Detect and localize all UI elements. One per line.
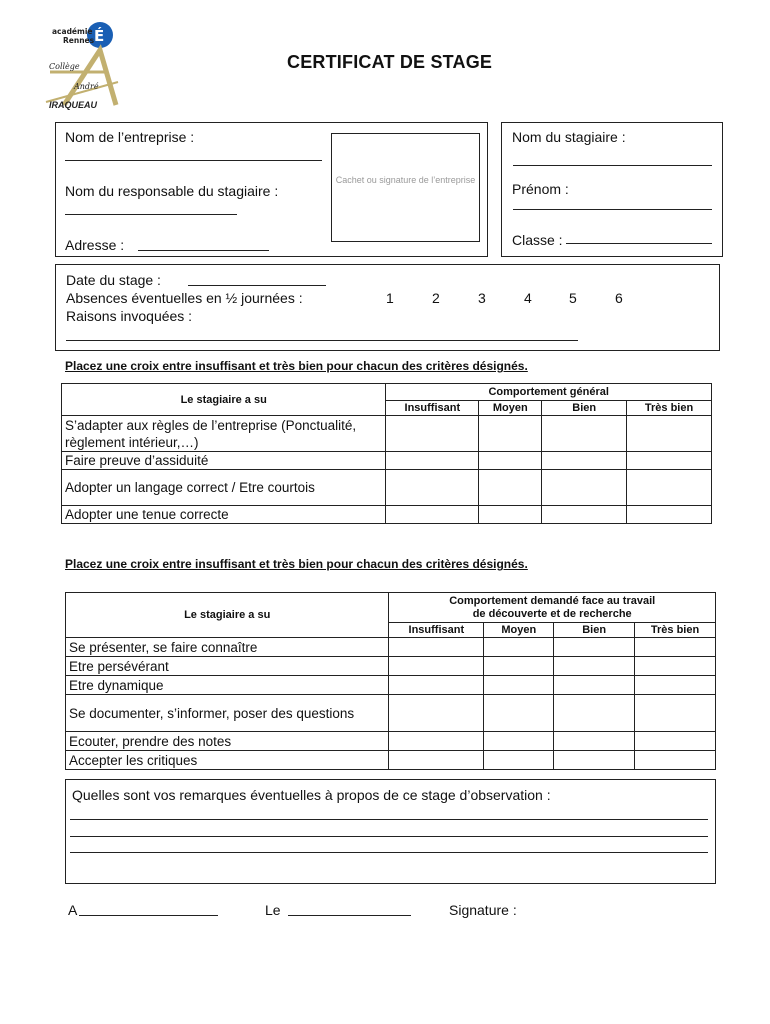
table2-criterion: Etre persévérant	[66, 657, 389, 676]
checkbox-cell[interactable]	[627, 452, 712, 470]
table1-level-bien: Bien	[542, 401, 627, 416]
checkbox-cell[interactable]	[542, 506, 627, 524]
checkbox-cell[interactable]	[635, 638, 716, 657]
checkbox-cell[interactable]	[627, 506, 712, 524]
checkbox-cell[interactable]	[484, 676, 554, 695]
table1-criterion: Adopter une tenue correcte	[62, 506, 386, 524]
table1-group-label: Comportement général	[386, 384, 712, 401]
checkbox-cell[interactable]	[386, 416, 479, 452]
remarques-line-2[interactable]	[70, 836, 708, 837]
checkbox-cell[interactable]	[386, 452, 479, 470]
stagiaire-nom-field[interactable]	[513, 165, 712, 166]
adresse-field[interactable]	[138, 250, 269, 251]
logo-name: IRAQUEAU	[49, 100, 98, 110]
checkbox-cell[interactable]	[542, 452, 627, 470]
checkbox-cell[interactable]	[484, 638, 554, 657]
school-logo	[44, 10, 124, 115]
absence-6[interactable]: 6	[615, 290, 623, 306]
checkbox-cell[interactable]	[635, 676, 716, 695]
checkbox-cell[interactable]	[635, 695, 716, 732]
checkbox-cell[interactable]	[627, 470, 712, 506]
table1-criterion: Adopter un langage correct / Etre courtois	[62, 470, 386, 506]
criteria-table-travail	[65, 592, 716, 770]
table2-criterion: Etre dynamique	[66, 676, 389, 695]
footer-le-label: Le	[265, 902, 281, 918]
table1-level-tres-bien: Très bien	[627, 401, 712, 416]
checkbox-cell[interactable]	[554, 695, 635, 732]
table2-group-label	[389, 593, 716, 623]
date-stage-field[interactable]	[188, 285, 326, 286]
logo-academie: académie	[52, 27, 93, 36]
checkbox-cell[interactable]	[479, 452, 542, 470]
table2-level-tres-bien: Très bien	[635, 623, 716, 638]
checkbox-cell[interactable]	[542, 416, 627, 452]
logo-e-letter: É	[94, 27, 105, 45]
checkbox-cell[interactable]	[389, 695, 484, 732]
absence-5[interactable]: 5	[569, 290, 577, 306]
checkbox-cell[interactable]	[542, 470, 627, 506]
footer-le-field[interactable]	[288, 915, 411, 916]
entreprise-nom-field[interactable]	[65, 160, 322, 161]
prenom-label: Prénom :	[512, 181, 569, 197]
table-row	[66, 695, 716, 732]
checkbox-cell[interactable]	[386, 506, 479, 524]
table1-level-moyen: Moyen	[479, 401, 542, 416]
absence-4[interactable]: 4	[524, 290, 532, 306]
checkbox-cell[interactable]	[554, 751, 635, 770]
checkbox-cell[interactable]	[484, 657, 554, 676]
absence-3[interactable]: 3	[478, 290, 486, 306]
table2-group-label-line2: de découverte et de recherche	[472, 607, 632, 620]
checkbox-cell[interactable]	[554, 676, 635, 695]
checkbox-cell[interactable]	[389, 751, 484, 770]
table-row	[66, 676, 716, 695]
remarques-line-1[interactable]	[70, 819, 708, 820]
checkbox-cell[interactable]	[479, 506, 542, 524]
responsable-field[interactable]	[65, 214, 237, 215]
table2-group-label-line1: Comportement demandé face au travail	[449, 594, 656, 607]
table2-level-moyen: Moyen	[484, 623, 554, 638]
checkbox-cell[interactable]	[386, 470, 479, 506]
table1-col-label: Le stagiaire a su	[62, 384, 386, 416]
table-row	[66, 732, 716, 751]
prenom-field[interactable]	[513, 209, 712, 210]
table2-level-bien: Bien	[554, 623, 635, 638]
remarques-line-3[interactable]	[70, 852, 708, 853]
table2-col-label: Le stagiaire a su	[66, 593, 389, 638]
table1-criterion: Faire preuve d’assiduité	[62, 452, 386, 470]
table-row	[66, 751, 716, 770]
checkbox-cell[interactable]	[389, 638, 484, 657]
table2-level-insuffisant: Insuffisant	[389, 623, 484, 638]
logo-andre: André	[74, 82, 99, 91]
table2-criterion: Ecouter, prendre des notes	[66, 732, 389, 751]
page-title: CERTIFICAT DE STAGE	[287, 52, 493, 72]
stagiaire-nom-label: Nom du stagiaire :	[512, 129, 626, 145]
checkbox-cell[interactable]	[635, 732, 716, 751]
checkbox-cell[interactable]	[479, 416, 542, 452]
table-row	[62, 470, 712, 506]
classe-label: Classe :	[512, 232, 563, 248]
checkbox-cell[interactable]	[484, 732, 554, 751]
absence-2[interactable]: 2	[432, 290, 440, 306]
footer-signature-label: Signature :	[449, 902, 517, 918]
instruction-1: Placez une croix entre insuffisant et très bien pour chacun des critères désignés.	[65, 359, 528, 373]
checkbox-cell[interactable]	[627, 416, 712, 452]
checkbox-cell[interactable]	[554, 657, 635, 676]
absence-1[interactable]: 1	[386, 290, 394, 306]
table-row	[62, 416, 712, 452]
table1-level-insuffisant: Insuffisant	[386, 401, 479, 416]
checkbox-cell[interactable]	[484, 751, 554, 770]
footer-a-label: A	[68, 902, 78, 918]
checkbox-cell[interactable]	[484, 695, 554, 732]
entreprise-nom-label: Nom de l’entreprise :	[65, 129, 195, 145]
criteria-table-general	[61, 383, 712, 524]
checkbox-cell[interactable]	[389, 676, 484, 695]
table-row	[66, 638, 716, 657]
checkbox-cell[interactable]	[554, 732, 635, 751]
table1-criterion: S’adapter aux règles de l’entreprise (Ponctualité, règlement intérieur,…)	[62, 416, 386, 452]
footer-a-field[interactable]	[79, 915, 218, 916]
logo-college: Collège	[49, 62, 80, 71]
table-row	[62, 506, 712, 524]
absences-label: Absences éventuelles en ½ journées :	[66, 290, 303, 306]
table-row	[62, 452, 712, 470]
checkbox-cell[interactable]	[389, 732, 484, 751]
date-stage-label: Date du stage :	[66, 272, 161, 288]
table2-criterion: Se documenter, s’informer, poser des questions	[66, 695, 389, 732]
raisons-label: Raisons invoquées :	[66, 308, 193, 324]
raisons-field[interactable]	[66, 340, 578, 341]
responsable-label: Nom du responsable du stagiaire :	[65, 183, 279, 199]
checkbox-cell[interactable]	[389, 657, 484, 676]
checkbox-cell[interactable]	[635, 751, 716, 770]
instruction-2: Placez une croix entre insuffisant et très bien pour chacun des critères désignés.	[65, 557, 528, 571]
checkbox-cell[interactable]	[554, 638, 635, 657]
table-row	[66, 657, 716, 676]
checkbox-cell[interactable]	[479, 470, 542, 506]
checkbox-cell[interactable]	[635, 657, 716, 676]
table2-criterion: Accepter les critiques	[66, 751, 389, 770]
stamp-area[interactable]: Cachet ou signature de l’entreprise	[331, 133, 480, 242]
adresse-label: Adresse :	[65, 237, 125, 253]
remarques-label: Quelles sont vos remarques éventuelles à propos de ce stage d’observation :	[72, 787, 551, 803]
logo-rennes: Rennes	[63, 36, 95, 45]
table2-criterion: Se présenter, se faire connaître	[66, 638, 389, 657]
classe-field[interactable]	[566, 243, 712, 244]
